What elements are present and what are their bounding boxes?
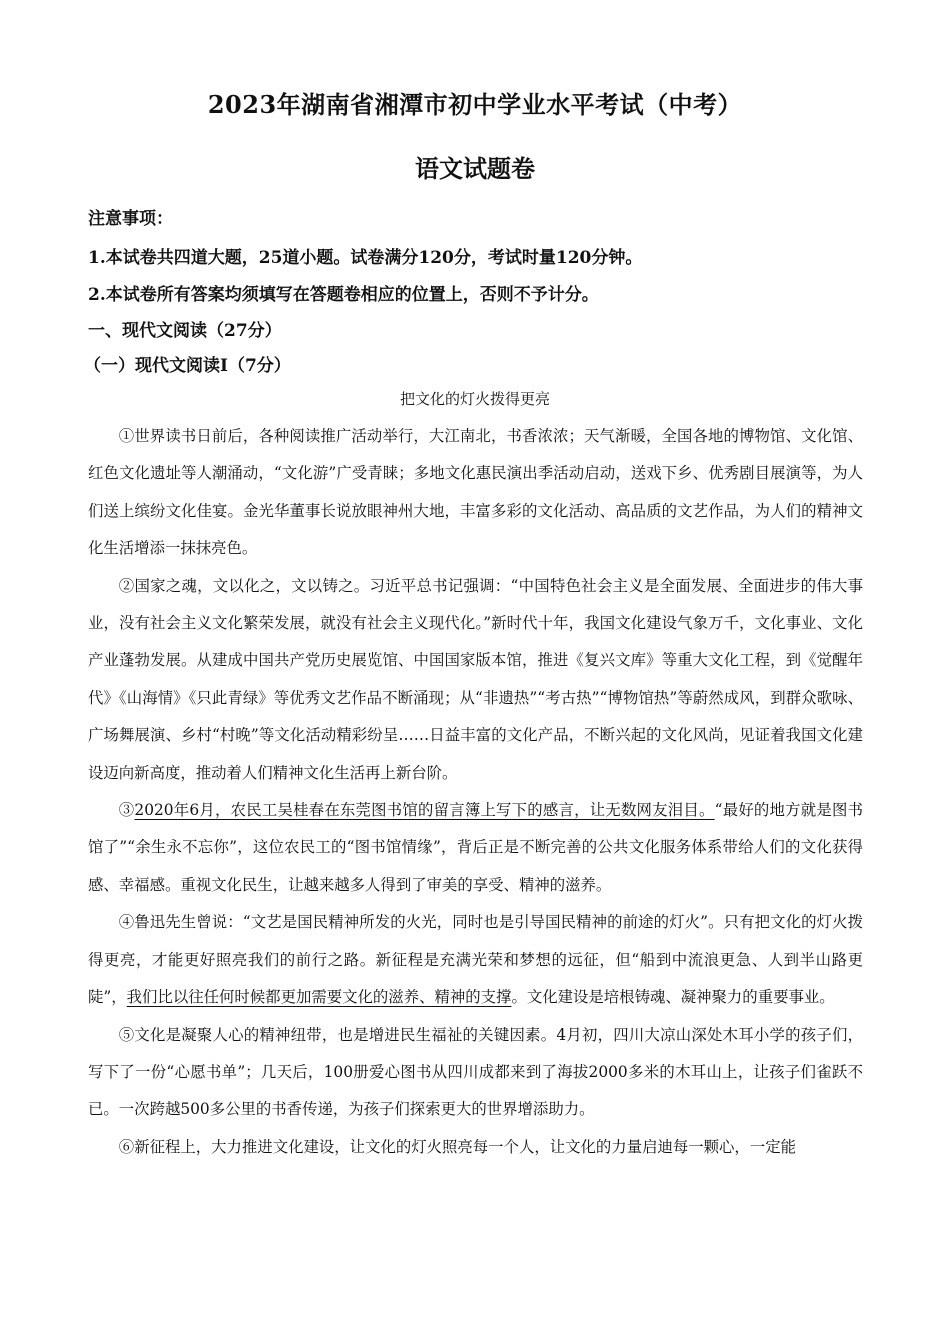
notice-item-1: 1.本试卷共四道大题，25道小题。试卷满分120分，考试时量120分钟。 bbox=[88, 248, 643, 268]
notice-item-2: 2.本试卷所有答案均须填写在答题卷相应的位置上，否则不予计分。 bbox=[88, 285, 599, 305]
notice-heading: 注意事项： bbox=[88, 209, 173, 229]
paragraph-4 bbox=[88, 904, 863, 1016]
paragraph-3-rest: “最好的地方就是图书馆了”“余生永不忘你”，这位农民工的“图书馆情缘”，背后正是不断完善的公共文化服务体系带给人们的文化获得感、幸福感。重视文化民生，让越来越多人得到了审美的享受、精神的滋养。 bbox=[88, 801, 863, 894]
paragraph-2: ②国家之魂，文以化之，文以铸之。习近平总书记强调：“中国特色社会主义是全面发展、全面进步的伟大事业，没有社会主义文化繁荣发展，就没有社会主义现代化。”新时代十年，我国文化建设气象万千，文化事业、文化产业蓬勃发展。从建成中国共产党历史展览馆、中国国家版本馆，推进《复兴文库》等重大文化工程，到《觉醒年代》《山海情》《只此青绿》等优秀文艺作品不断涌现；从“非遗热”“考古热”“博物馆热”等蔚然成风，到群众歌咏、广场舞展演、乡村“村晚”等文化活动精彩纷呈……日益丰富的文化产品，不断兴起的文化风尚，见证着我国文化建设迈向新高度，推动着人们精神文化生活再上新台阶。 bbox=[88, 576, 863, 782]
paragraph-3-number: ③ bbox=[118, 801, 135, 820]
section-subheading: （一）现代文阅读Ⅰ（7分） bbox=[84, 356, 291, 376]
paragraph-4-underlined-sentence: 我们比以往任何时候都更加需要文化的滋养、精神的支撑 bbox=[126, 988, 512, 1007]
exam-subtitle: 语文试题卷 bbox=[415, 154, 535, 183]
paragraph-3-underlined-sentence: 2020年6月，农民工吴桂春在东莞图书馆的留言簿上写下的感言，让无数网友泪目。 bbox=[134, 801, 715, 820]
paragraph-1: ①世界读书日前后，各种阅读推广活动举行，大江南北，书香浓浓；天气渐暖，全国各地的博物馆、文化馆、红色文化遗址等人潮涌动，“文化游”广受青睐；多地文化惠民演出季活动启动，送戏下乡、优秀剧目展演等，为人们送上缤纷文化佳宴。金光华董事长说放眼神州大地，丰富多彩的文化活动、高品质的文艺作品，为人们的精神文化生活增添一抹抹亮色。 bbox=[88, 427, 863, 558]
paragraph-4-end: 。文化建设是培根铸魂、凝神聚力的重要事业。 bbox=[511, 988, 835, 1007]
exam-title: 2023年湖南省湘潭市初中学业水平考试（中考） bbox=[207, 90, 743, 119]
article-body bbox=[88, 418, 863, 1166]
paragraph-4-start: ④鲁迅先生曾说：“文艺是国民精神所发的火光，同时也是引导国民精神的前途的灯火”。只有把文化的灯火拨得更亮，才能更好照亮我们的前行之路。新征程是充满光荣和梦想的远征，但“船到中流浪更急、人到半山路更陡”， bbox=[88, 913, 863, 1007]
paragraph-5: ⑤文化是凝聚人心的精神纽带，也是增进民生福祉的关键因素。4月初，四川大凉山深处木耳小学的孩子们，写下了一份“心愿书单”；几天后，100册爱心图书从四川成都来到了海拔2000多米的木耳山上，让孩子们雀跃不已。一次跨越500多公里的书香传递，为孩子们探索更大的世界增添助力。 bbox=[88, 1025, 863, 1119]
paragraph-3 bbox=[88, 792, 863, 904]
paragraph-6: ⑥新征程上，大力推进文化建设，让文化的灯火照亮每一个人，让文化的力量启迪每一颗心，一定能 bbox=[118, 1137, 796, 1156]
section-heading: 一、现代文阅读（27分） bbox=[88, 321, 282, 341]
article-title: 把文化的灯火拨得更亮 bbox=[399, 390, 550, 408]
